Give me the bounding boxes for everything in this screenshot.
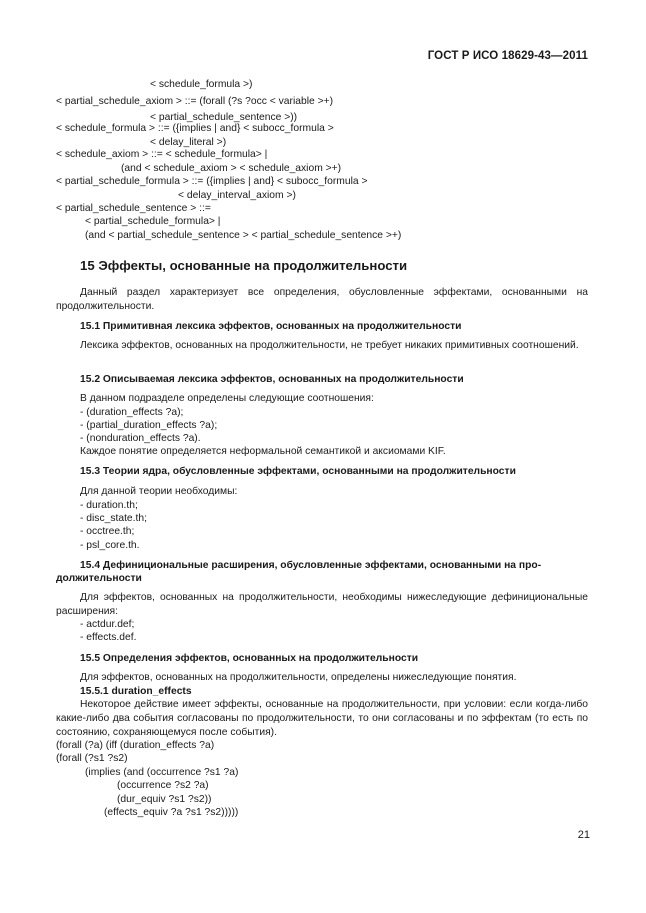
subsection-heading: 15.1 Примитивная лексика эффектов, основанных на продолжительности [80,321,462,332]
document-header: ГОСТ Р ИСО 18629-43—2011 [427,50,588,62]
text-line: В данном подразделе определены следующие соотношения: [80,393,374,404]
text-line: Каждое понятие определяется неформальной семантикой и аксиомами KIF. [80,446,446,457]
formula-line: < partial_schedule_formula> | [85,216,221,227]
list-item: - disc_state.th; [80,513,147,524]
subsection-text: Для эффектов, основанных на продолжительности, необходимы нижеследующие дефинициональные расширения: [56,592,588,617]
list-item: - (nonduration_effects ?a). [80,433,201,444]
list-item: - (partial_duration_effects ?a); [80,420,218,431]
subsubsection-heading: 15.5.1 duration_effects [80,686,192,697]
formula-line: < schedule_formula > ::= ({implies | and} < subocc_formula > [56,123,334,134]
section-intro: Данный раздел характеризует все определения, обусловленные эффектами, основанными на продолжительности. [56,287,588,312]
subsection-heading: 15.4 Дефинициональные расширения, обусловленные эффектами, основанными на про- [80,560,542,571]
kif-line: (forall (?s1 ?s2) [56,753,128,764]
formula-line: < delay_interval_axiom >) [178,190,296,201]
kif-line: (forall (?a) (iff (duration_effects ?a) [56,740,215,751]
list-item: - (duration_effects ?a); [80,407,184,418]
list-item: - duration.th; [80,500,138,511]
list-item: - effects.def. [80,632,137,643]
subsubsection-text: Некоторое действие имеет эффекты, основанные на продолжительности, при условии: если когда-либо какие-либо два события согласованы по продолжительности, то они согласованы и по эффектам (то есть по состоянию, сохраняющемуся после события). [56,699,588,738]
section-heading: 15 Эффекты, основанные на продолжительности [80,258,408,273]
list-item: - occtree.th; [80,526,135,537]
formula-line: < delay_literal >) [150,137,227,148]
formula-line: < schedule_formula >) [150,79,253,90]
kif-line: (effects_equiv ?a ?s1 ?s2))))) [104,807,239,818]
subsection-heading: 15.3 Теории ядра, обусловленные эффектами, основанными на продолжительности [80,466,516,477]
text-line: Для данной теории необходимы: [80,486,238,497]
list-item: - actdur.def; [80,619,135,630]
kif-line: (implies (and (occurrence ?s1 ?a) [85,767,239,778]
kif-line: (occurrence ?s2 ?a) [117,780,209,791]
subsection-text: Лексика эффектов, основанных на продолжительности, не требует никаких примитивных соотношений. [80,340,579,351]
formula-line: < partial_schedule_sentence >)) [150,112,298,123]
formula-line: < partial_schedule_formula > ::= ({implies | and} < subocc_formula > [56,176,368,187]
formula-line: < partial_schedule_axiom > ::= (forall (?s ?occ < variable >+) [56,96,334,107]
formula-line: < schedule_axiom > ::= < schedule_formula> | [56,149,268,160]
formula-line: < partial_schedule_sentence > ::= [56,203,211,214]
kif-line: (dur_equiv ?s1 ?s2)) [117,794,212,805]
formula-line: (and < schedule_axiom > < schedule_axiom >+) [121,163,342,174]
page-number: 21 [577,829,590,841]
subsection-heading: 15.5 Определения эффектов, основанных на продолжительности [80,653,419,664]
list-item: - psl_core.th. [80,540,140,551]
subsection-heading: 15.2 Описываемая лексика эффектов, основанных на продолжительности [80,374,464,385]
subsection-text: Для эффектов, основанных на продолжительности, определены нижеследующие понятия. [80,672,517,683]
subsection-heading-cont: должительности [56,573,142,584]
formula-line: (and < partial_schedule_sentence > < partial_schedule_sentence >+) [85,230,402,241]
